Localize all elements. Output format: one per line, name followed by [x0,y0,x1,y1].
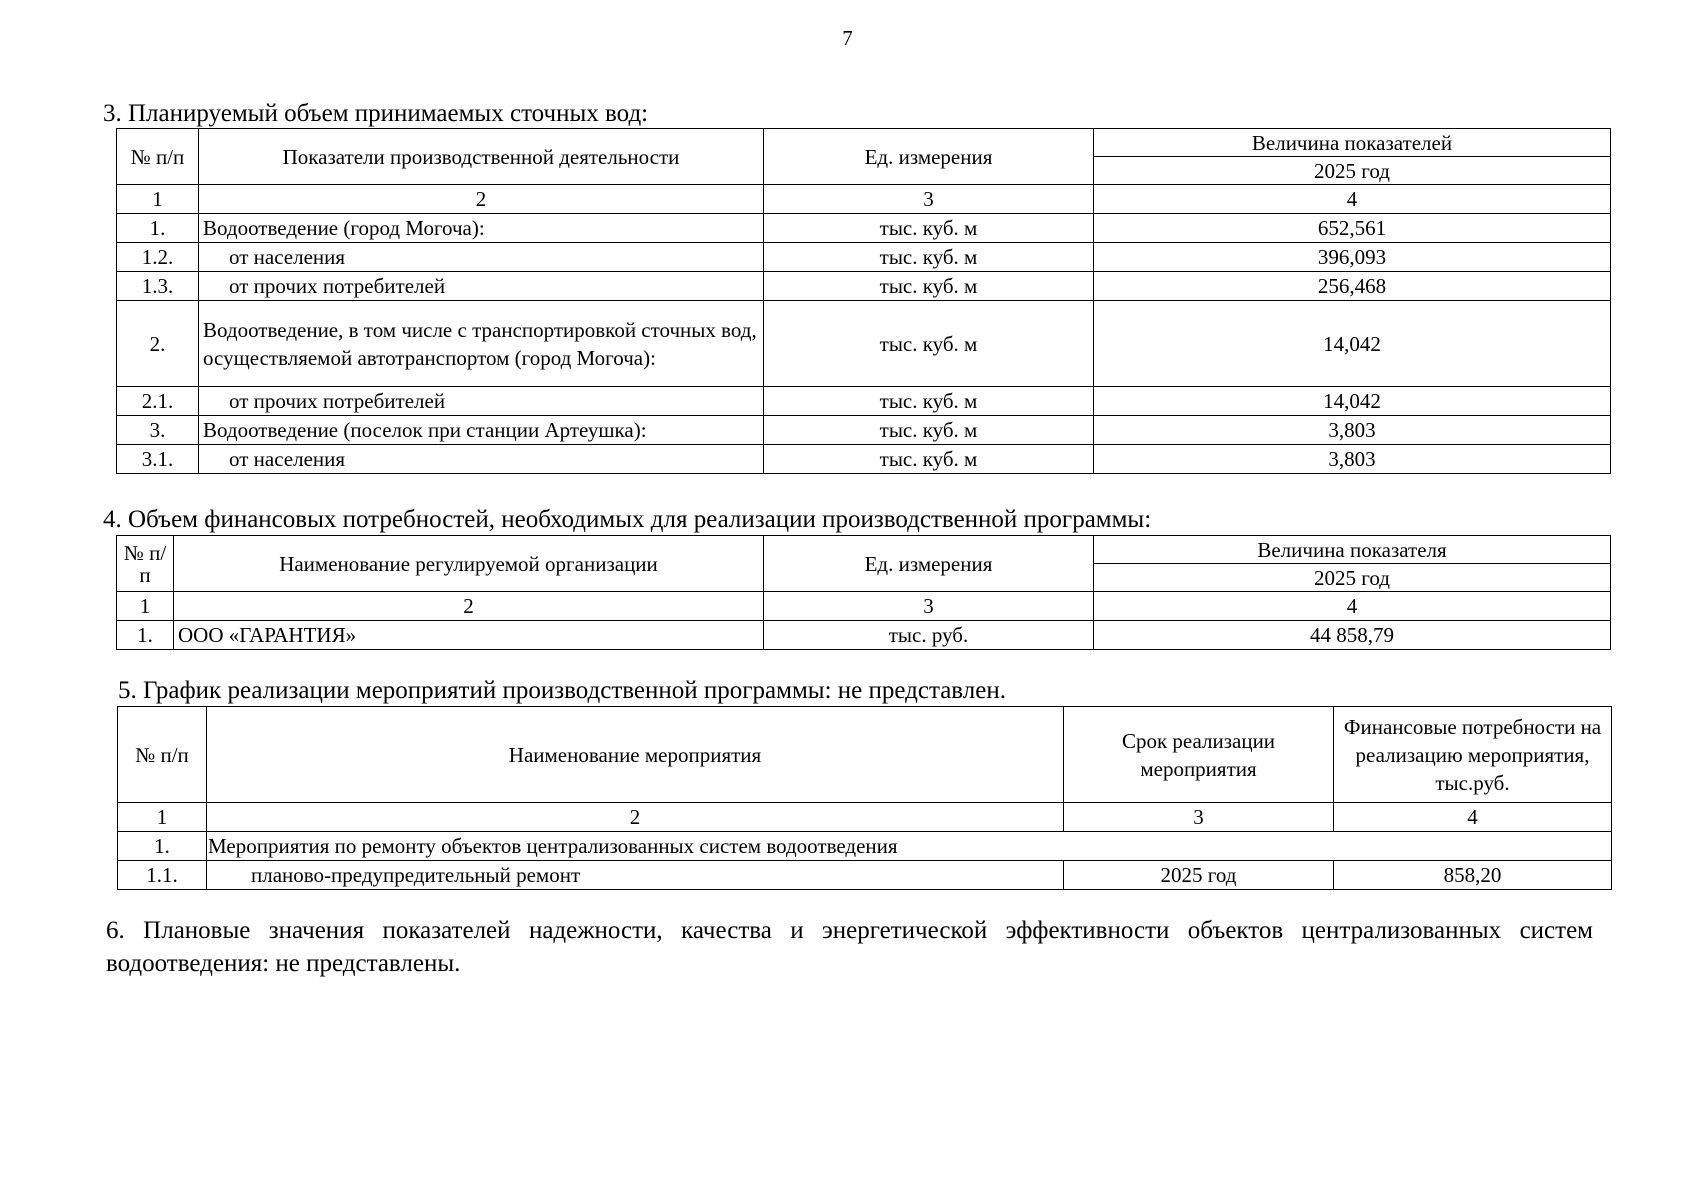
row-name: планово-предупредительный ремонт [207,861,1064,890]
row-value: 396,093 [1094,243,1611,272]
header-term: Срок реализации мероприятия [1064,707,1334,803]
table-row [117,416,1611,445]
col-number: 1 [117,185,199,214]
row-unit: тыс. куб. м [764,301,1094,387]
row-name: Водоотведение, в том числе с транспортировкой сточных вод, осуществляемой автотранспортом (город Могоча): [199,301,764,387]
row-num: 1.2. [117,243,199,272]
header-num: № п/п [117,536,174,592]
row-value: 3,803 [1094,445,1611,474]
section-4-title: 4. Объем финансовых потребностей, необходимых для реализации производственной программы: [103,506,1152,533]
table-row [117,445,1611,474]
group-num: 1. [118,832,207,861]
row-num: 3.1. [117,445,199,474]
header-value-group: Величина показателя [1094,536,1611,564]
group-name: Мероприятия по ремонту объектов централизованных систем водоотведения [207,832,1612,861]
col-number: 4 [1334,803,1612,832]
section-5-title: 5. График реализации мероприятий производственной программы: не представлен. [118,677,1006,704]
header-name: Наименование мероприятия [207,707,1064,803]
row-name: от населения [199,445,764,474]
page-number: 7 [842,26,853,50]
col-number: 3 [764,592,1094,621]
row-finance: 858,20 [1334,861,1612,890]
col-number: 1 [118,803,207,832]
row-value: 14,042 [1094,301,1611,387]
section-6-text: 6. Плановые значения показателей надежности, качества и энергетической эффективности объектов централизованных систем водоотведения: не представлены. [106,917,1593,977]
col-number: 3 [764,185,1094,214]
row-unit: тыс. куб. м [764,445,1094,474]
row-org: ООО «ГАРАНТИЯ» [174,621,764,650]
col-number: 3 [1064,803,1334,832]
row-unit: тыс. куб. м [764,214,1094,243]
row-unit: тыс. куб. м [764,243,1094,272]
col-number: 1 [117,592,174,621]
row-unit: тыс. руб. [764,621,1094,650]
col-number: 4 [1094,592,1611,621]
row-num: 2. [117,301,199,387]
header-value-group: Величина показателей [1094,129,1611,157]
row-num: 3. [117,416,199,445]
row-name: от прочих потребителей [199,272,764,301]
row-name: Водоотведение (поселок при станции Артеушка): [199,416,764,445]
header-year: 2025 год [1094,564,1611,592]
row-name: от прочих потребителей [199,387,764,416]
row-name: Водоотведение (город Могоча): [199,214,764,243]
table-group-row [118,832,1612,861]
table-header-row [117,536,1611,564]
table-row [118,861,1612,890]
header-finance: Финансовые потребности на реализацию мероприятия, тыс.руб. [1334,707,1612,803]
column-numbers-row [117,592,1611,621]
row-num: 1. [117,621,174,650]
row-value: 652,561 [1094,214,1611,243]
header-year: 2025 год [1094,157,1611,185]
table-row [117,621,1611,650]
row-value: 3,803 [1094,416,1611,445]
row-num: 1.1. [118,861,207,890]
table-header-row [117,129,1611,157]
col-number: 2 [199,185,764,214]
row-value: 14,042 [1094,387,1611,416]
header-unit: Ед. измерения [764,536,1094,592]
row-name: от населения [199,243,764,272]
row-num: 2.1. [117,387,199,416]
column-numbers-row [118,803,1612,832]
header-unit: Ед. измерения [764,129,1094,185]
section-3-title: 3. Планируемый объем принимаемых сточных вод: [103,100,649,127]
row-unit: тыс. куб. м [764,416,1094,445]
header-num: № п/п [118,707,207,803]
table-header-row [118,707,1612,803]
row-value: 44 858,79 [1094,621,1611,650]
header-num: № п/п [117,129,199,185]
col-number: 4 [1094,185,1611,214]
col-number: 2 [174,592,764,621]
table-row [117,387,1611,416]
financial-needs-table [116,535,1611,650]
header-org: Наименование регулируемой организации [174,536,764,592]
column-numbers-row [117,185,1611,214]
table-row [117,301,1611,387]
row-num: 1. [117,214,199,243]
header-indicator: Показатели производственной деятельности [199,129,764,185]
events-schedule-table [117,706,1612,890]
row-value: 256,468 [1094,272,1611,301]
table-row [117,272,1611,301]
table-row [117,243,1611,272]
wastewater-volume-table [116,128,1611,474]
row-unit: тыс. куб. м [764,272,1094,301]
table-row [117,214,1611,243]
row-num: 1.3. [117,272,199,301]
col-number: 2 [207,803,1064,832]
row-unit: тыс. куб. м [764,387,1094,416]
row-term: 2025 год [1064,861,1334,890]
